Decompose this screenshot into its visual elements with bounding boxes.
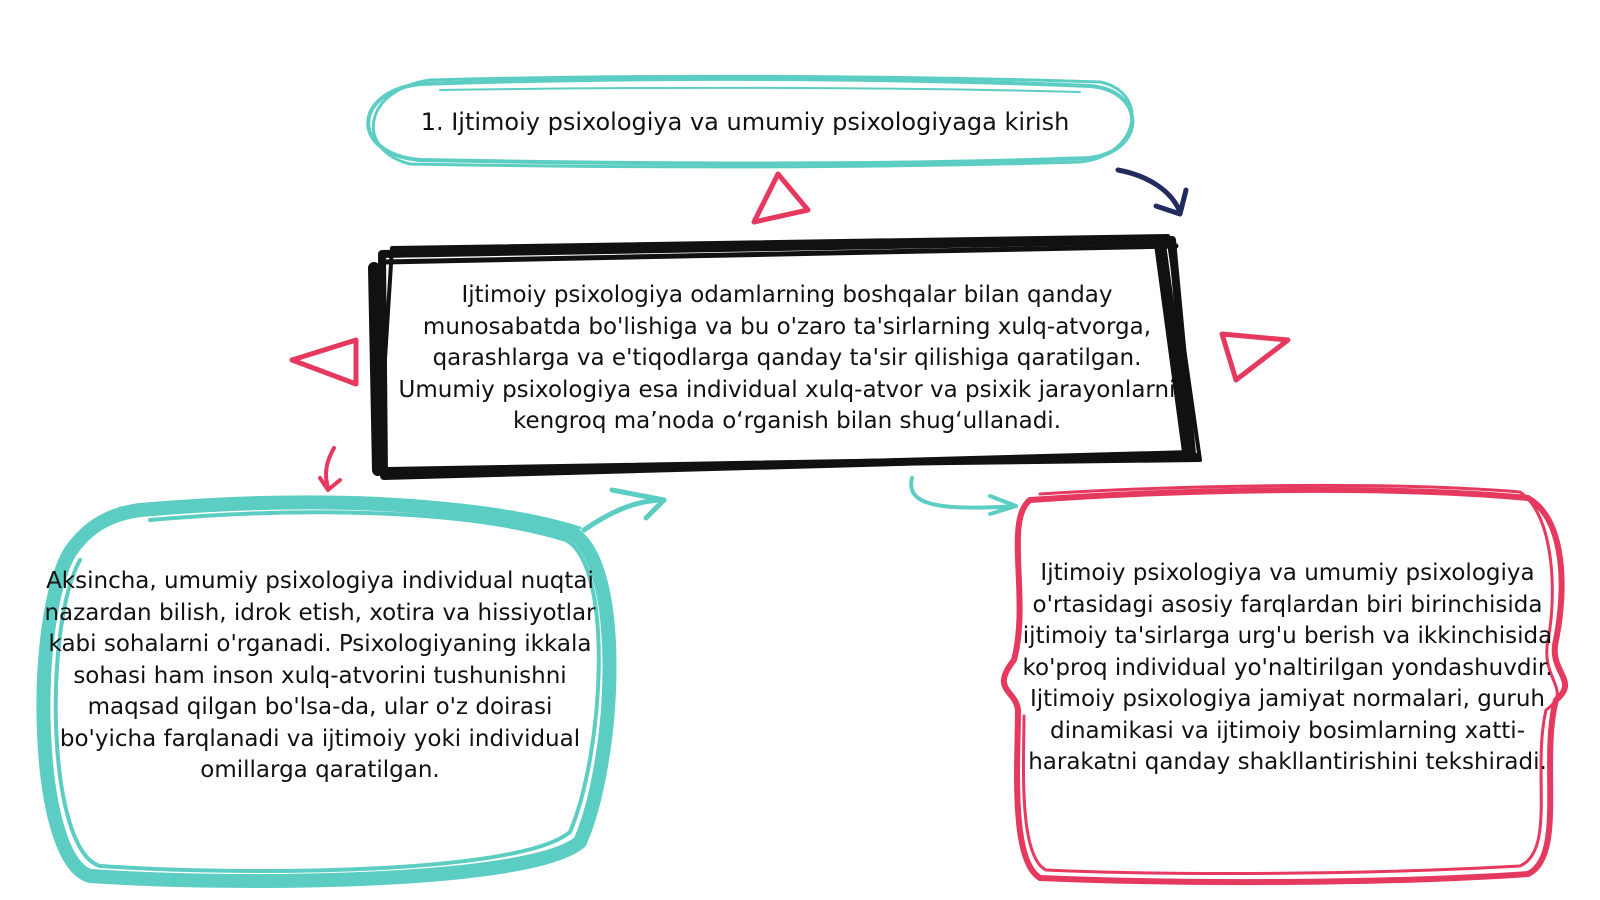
- triangle-right-icon: [1222, 334, 1288, 380]
- diagram-title: 1. Ijtimoiy psixologiya va umumiy psixologiyaga kirish: [420, 108, 1070, 136]
- right-box-text: Ijtimoiy psixologiya va umumiy psixologiya o'rtasidagi asosiy farqlardan biri birinchisida ijtimoiy ta'sirlarga urg'u berish va ikkinchisida ko'proq individual yo'naltirilgan yondashuvdir. Ijtimoiy psixologiya jamiyat normalari, guruh dinamikasi va ijtimoiy bosimlarning xatti-harakatni qanday shakllantirishini tekshiradi.: [1022, 560, 1553, 775]
- left-box-text: Aksincha, umumiy psixologiya individual nuqtai nazardan bilish, idrok etish, xotira va hissiyotlar kabi sohalarni o'rganadi. Psixologiyaning ikkala sohasi ham inson xulq-atvorini tushunishni maqsad qilgan bo'lsa-da, ular o'z doirasi bo'yicha farqlanadi va ijtimoiy yoki individual omillarga qaratilgan.: [44, 568, 596, 783]
- triangle-top-icon: [754, 174, 808, 222]
- center-box-text: Ijtimoiy psixologiya odamlarning boshqalar bilan qanday munosabatda bo'lishiga va bu o'zaro ta'sirlarning xulq-atvorga, qarashlarga va e'tiqodlarga qanday ta'sir qilishiga qaratilgan. Umumiy psixologiya esa individual xulq-atvor va psixik jarayonlarni kengroq ma’noda o‘rganish bilan shug‘ullanadi.: [398, 282, 1176, 434]
- triangle-left-icon: [292, 340, 356, 384]
- pink-small-arrow: [320, 448, 340, 490]
- teal-arrow-left: [584, 490, 664, 530]
- teal-arrow-right: [911, 478, 1016, 514]
- navy-arrow: [1118, 170, 1186, 214]
